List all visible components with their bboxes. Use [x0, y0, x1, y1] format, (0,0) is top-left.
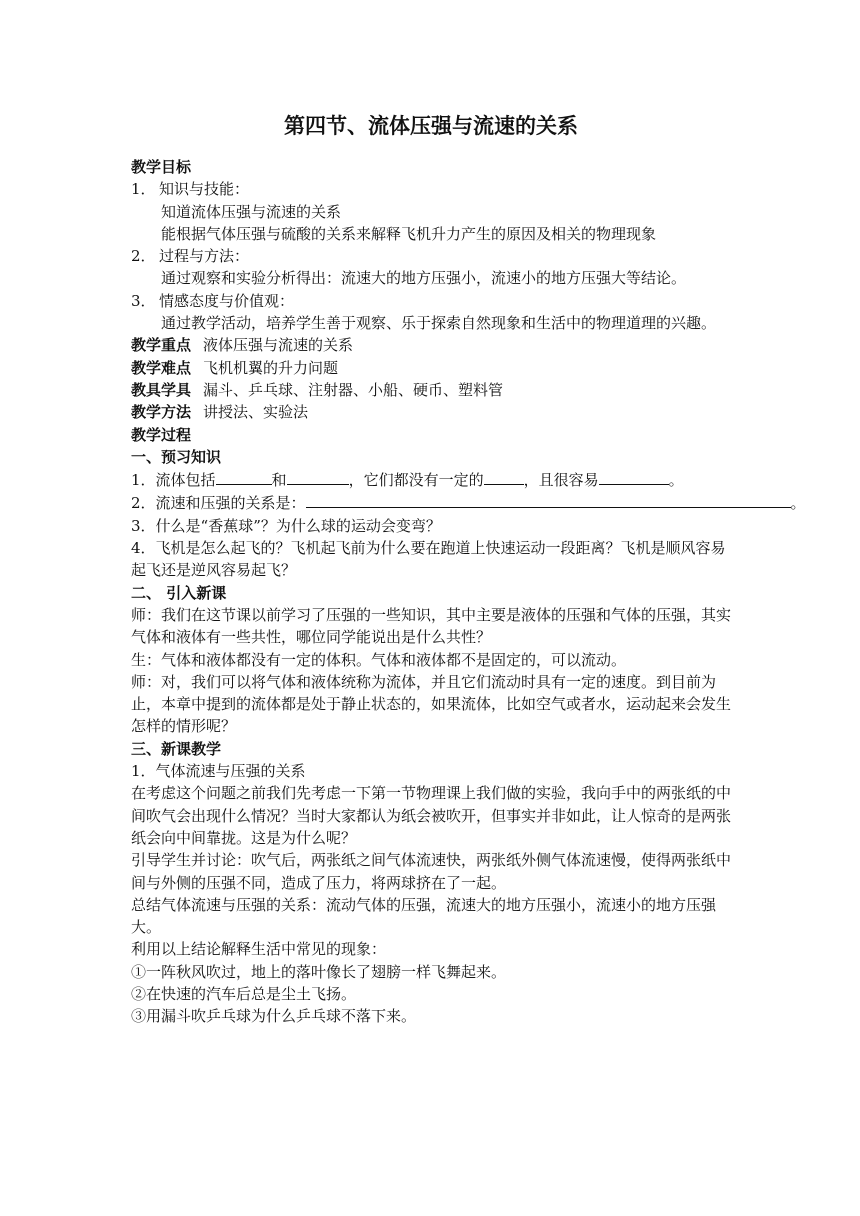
goal-label-3: 情感态度与价值观：: [159, 291, 295, 310]
section-1-heading: 一、预习知识: [131, 447, 222, 466]
difficulty: [131, 357, 731, 379]
goal-num-3: 3．: [131, 291, 156, 310]
goals-heading: 教学目标: [131, 158, 192, 176]
q1-text-a: 1．流体包括: [131, 471, 216, 490]
blank-4: [599, 468, 669, 485]
goal-item-3: [131, 290, 731, 312]
goal-item-1: [131, 178, 731, 200]
section-3-para-4: 利用以上结论解释生活中常见的现象：: [131, 940, 387, 959]
goal-3a: 通过教学活动，培养学生善于观察、乐于探索自然现象和生活中的物理道理的兴趣。: [161, 314, 717, 333]
q1-text-e: 。: [668, 471, 684, 490]
key-point: [131, 334, 731, 356]
goal-2a: 通过观察和实验分析得出：流速大的地方压强小，流速小的地方压强大等结论。: [161, 269, 687, 288]
section-2-para-3: 师：对，我们可以将气体和液体统称为流体，并且它们流动时具有一定的速度。到目前为止，本章中提到的流体都是处于静止状态的，如果流体，比如空气或者水，运动起来会发生怎样的情形呢？: [131, 672, 732, 736]
q1-text-d: ，且很容易: [523, 471, 599, 490]
question-1: [131, 468, 731, 491]
example-2: ②在快速的汽车后总是尘土飞扬。: [131, 984, 357, 1003]
tools-label: 教具学具: [131, 380, 192, 399]
section-3-para-2: 引导学生并讨论：吹气后，两张纸之间气体流速快，两张纸外侧气体流速慢，使得两张纸中间与外侧的压强不同，造成了压力，将两球挤在了一起。: [131, 851, 732, 892]
goal-label-2: 过程与方法：: [159, 247, 250, 266]
document-page: [131, 112, 806, 1028]
example-1: ①一阵秋风吹过，地上的落叶像长了翅膀一样飞舞起来。: [131, 962, 507, 981]
section-2-heading: 二、 引入新课: [131, 583, 227, 602]
diff-label: 教学难点: [131, 358, 192, 377]
key-label: 教学重点: [131, 336, 192, 355]
q2-text-b: 。: [790, 494, 806, 513]
goal-1a: 知道流体压强与流速的关系: [161, 202, 342, 221]
goal-num-1: 1．: [131, 180, 156, 199]
goal-label-1: 知识与技能：: [159, 180, 250, 199]
method-value: 讲授法、实验法: [203, 403, 309, 422]
question-2: [131, 491, 806, 514]
key-value: 液体压强与流速的关系: [203, 336, 354, 355]
q1-text-c: ，它们都没有一定的: [348, 471, 484, 490]
blank-2: [287, 468, 349, 485]
tools: [131, 379, 731, 401]
tools-value: 漏斗、乒乓球、注射器、小船、硬币、塑料管: [203, 380, 504, 399]
section-3-sub-1: 1．气体流速与压强的关系: [131, 762, 306, 781]
diff-value: 飞机机翼的升力问题: [203, 358, 339, 377]
blank-1: [216, 468, 272, 485]
question-3: 3．什么是“香蕉球”？为什么球的运动会变弯？: [131, 516, 441, 535]
page-title: 第四节、流体压强与流速的关系: [284, 114, 578, 138]
goal-1b: 能根据气体压强与硫酸的关系来解释飞机升力产生的原因及相关的物理现象: [161, 224, 657, 243]
blank-5: [306, 491, 791, 508]
goal-num-2: 2．: [131, 247, 156, 266]
q1-text-b: 和: [271, 471, 287, 490]
method-label: 教学方法: [131, 403, 192, 422]
goal-item-2: [131, 245, 731, 267]
section-3-para-3: 总结气体流速与压强的关系：流动气体的压强，流速大的地方压强小，流速小的地方压强大。: [131, 895, 717, 937]
section-3-para-1: 在考虑这个问题之前我们先考虑一下第一节物理课上我们做的实验，我向手中的两张纸的中间吹气会出现什么情况？当时大家都认为纸会被吹开，但事实并非如此，让人惊奇的是两张纸会向中间靠拢。这是为什么呢？: [131, 784, 732, 847]
section-2-para-1: 师：我们在这节课以前学习了压强的一些知识，其中主要是液体的压强和气体的压强，其实气体和液体有一些共性，哪位同学能说出是什么共性？: [131, 605, 732, 647]
question-4: 4．飞机是怎么起飞的？飞机起飞前为什么要在跑道上快速运动一段距离？飞机是顺风容易起飞还是逆风容易起飞？: [131, 539, 726, 580]
section-2-para-2: 生：气体和液体都没有一定的体积。气体和液体都不是固定的，可以流动。: [131, 650, 627, 669]
method: [131, 401, 731, 423]
q2-text-a: 2．流速和压强的关系是：: [131, 494, 306, 513]
blank-3: [484, 468, 524, 485]
process-heading: 教学过程: [131, 425, 192, 444]
example-3: ③用漏斗吹乒乓球为什么乒乓球不落下来。: [131, 1007, 417, 1026]
section-3-heading: 三、新课教学: [131, 739, 222, 758]
